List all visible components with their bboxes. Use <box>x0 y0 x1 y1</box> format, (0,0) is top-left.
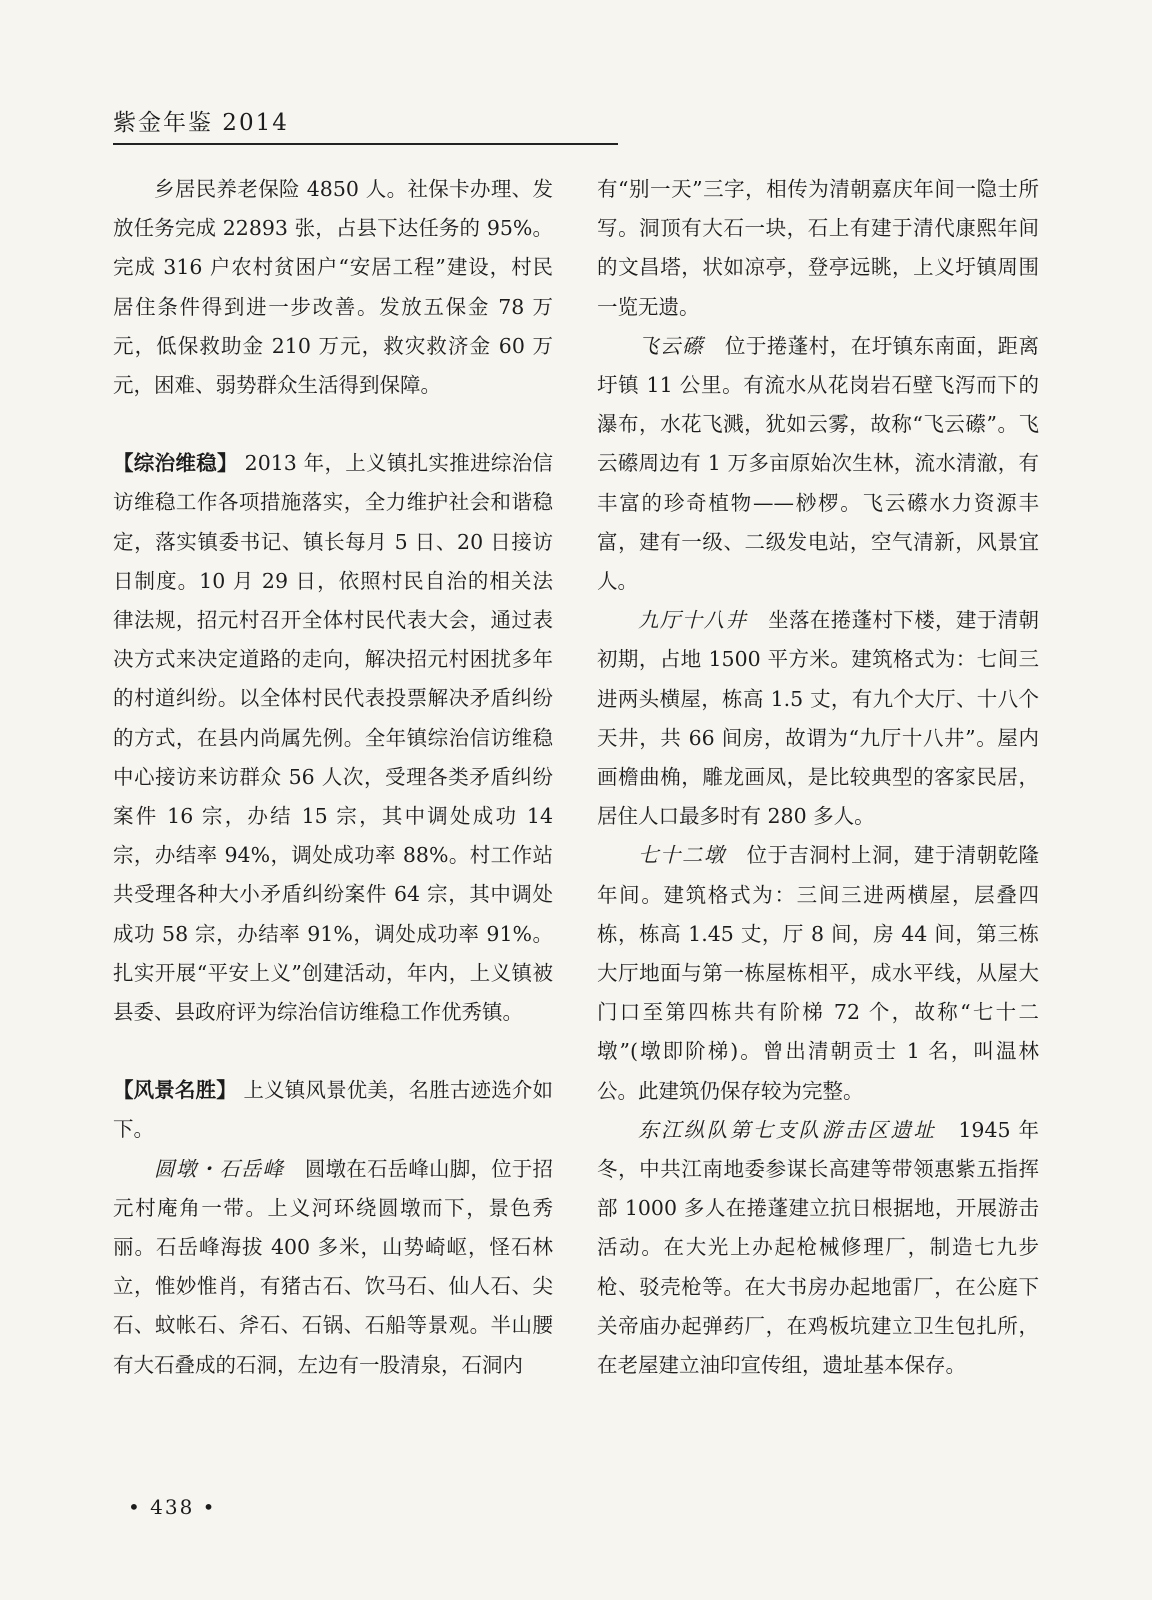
section-body-scenic: 上义镇风景优美，名胜古迹选介如下。 <box>113 1078 554 1142</box>
site-description: 圆墩在石岳峰山脚，位于招元村庵角一带。上义河环绕圆墩而下，景色秀丽。石岳峰海拔 400 多米，山势崎岖，怪石林立，惟妙惟肖，有猪古石、饮马石、仙人石、尖石、蚊帐石、斧石、石锅、石船等景观。半山腰有大石叠成的石洞，左边有一股清泉，石洞内 <box>113 1156 554 1377</box>
section-gap <box>113 405 553 444</box>
site-entry-qishier <box>597 836 1039 1110</box>
site-entry-dongjiang <box>597 1111 1039 1385</box>
running-head: 紫金年鉴 2014 <box>113 110 289 136</box>
section-title-stability: 【综治维稳】 <box>113 451 238 476</box>
site-description: 1945 年冬，中共江南地委参谋长高建等带领惠紫五指挥部 1000 多人在捲蓬建立抗日根据地，开展游击活动。在大光上办起枪械修理厂，制造七九步枪、驳壳枪等。在大书房办起地雷厂，在公庭下关帝庙办起弹药厂，在鸡板坑建立卫生包扎所，在老屋建立油印宣传组，遗址基本保存。 <box>597 1117 1040 1378</box>
site-name: 七十二墩 <box>638 843 726 868</box>
left-column <box>113 170 553 1385</box>
paragraph-social-security: 乡居民养老保险 4850 人。社保卡办理、发放任务完成 22893 张，占县下达任务的 95%。完成 316 户农村贫困户“安居工程”建设，村民居住条件得到进一步改善。发放五保金 78 万元，低保救助金 210 万元，救灾救济金 60 万元，困难、弱势群众生活得到保障。 <box>113 177 553 398</box>
header-rule <box>113 143 618 145</box>
site-entry-jiuting <box>597 601 1039 836</box>
paragraph-continued: 有“别一天”三字，相传为清朝嘉庆年间一隐士所写。洞顶有大石一块，石上有建于清代康熙年间的文昌塔，状如凉亭，登亭远眺，上义圩镇周围一览无遗。 <box>597 177 1039 319</box>
page-number: • 438 • <box>128 1495 217 1519</box>
site-entry-feiyunca <box>597 327 1039 601</box>
section-gap <box>113 1032 553 1071</box>
section-stability <box>113 444 553 1032</box>
site-name: 九厅十八井 <box>638 608 748 633</box>
site-entry-yuandun <box>113 1150 553 1385</box>
section-title-scenic: 【风景名胜】 <box>113 1078 237 1103</box>
site-description: 位于吉洞村上洞，建于清朝乾隆年间。建筑格式为：三间三进两横屋，层叠四栋，栋高 1.45 丈，厅 8 间，房 44 间，第三栋大厅地面与第一栋屋栋相平，成水平线，从屋大门口至第四栋共有阶梯 72 个，故称“七十二墩”(墩即阶梯)。曾出清朝贡士 1 名，叫温林公。此建筑仍保存较为完整。 <box>597 843 1040 1103</box>
site-description: 坐落在捲蓬村下楼，建于清朝初期，占地 1500 平方米。建筑格式为：七间三进两头横屋，栋高 1.5 丈，有九个大厅、十八个天井，共 66 间房，故谓为“九厅十八井”。屋内画檐曲桷，雕龙画凤，是比较典型的客家民居，居住人口最多时有 280 多人。 <box>597 608 1040 829</box>
site-name: 飞云礤 <box>638 333 704 358</box>
section-body-stability: 2013 年，上义镇扎实推进综治信访维稳工作各项措施落实，全力维护社会和谐稳定，落实镇委书记、镇长每月 5 日、20 日接访日制度。10 月 29 日，依照村民自治的相关法律法规，招元村召开全体村民代表大会，通过表决方式来决定道路的走向，解决招元村困扰多年的村道纠纷。以全体村民代表投票解决矛盾纠纷的方式，在县内尚属先例。全年镇综治信访维稳中心接访来访群众 56 人次，受理各类矛盾纠纷案件 16 宗，办结 15 宗，其中调处成功 14 宗，办结率 94%，调处成功率 88%。村工作站共受理各种大小矛盾纠纷案件 64 宗，其中调处成功 58 宗，办结率 91%，调处成功率 91%。扎实开展“平安上义”创建活动，年内，上义镇被县委、县政府评为综治信访维稳工作优秀镇。 <box>113 451 554 1025</box>
right-column <box>597 170 1039 1385</box>
section-scenic <box>113 1071 553 1149</box>
site-description: 位于捲蓬村，在圩镇东南面，距离圩镇 11 公里。有流水从花岗岩石壁飞泻而下的瀑布，水花飞溅，犹如云雾，故称“飞云礤”。飞云礤周边有 1 万多亩原始次生林，流水清澈，有丰富的珍奇植物——桫椤。飞云礤水力资源丰富，建有一级、二级发电站，空气清新，风景宜人。 <box>597 333 1040 594</box>
site-name: 圆墩・石岳峰 <box>154 1156 285 1181</box>
site-name: 东江纵队第七支队游击区遗址 <box>638 1117 937 1142</box>
